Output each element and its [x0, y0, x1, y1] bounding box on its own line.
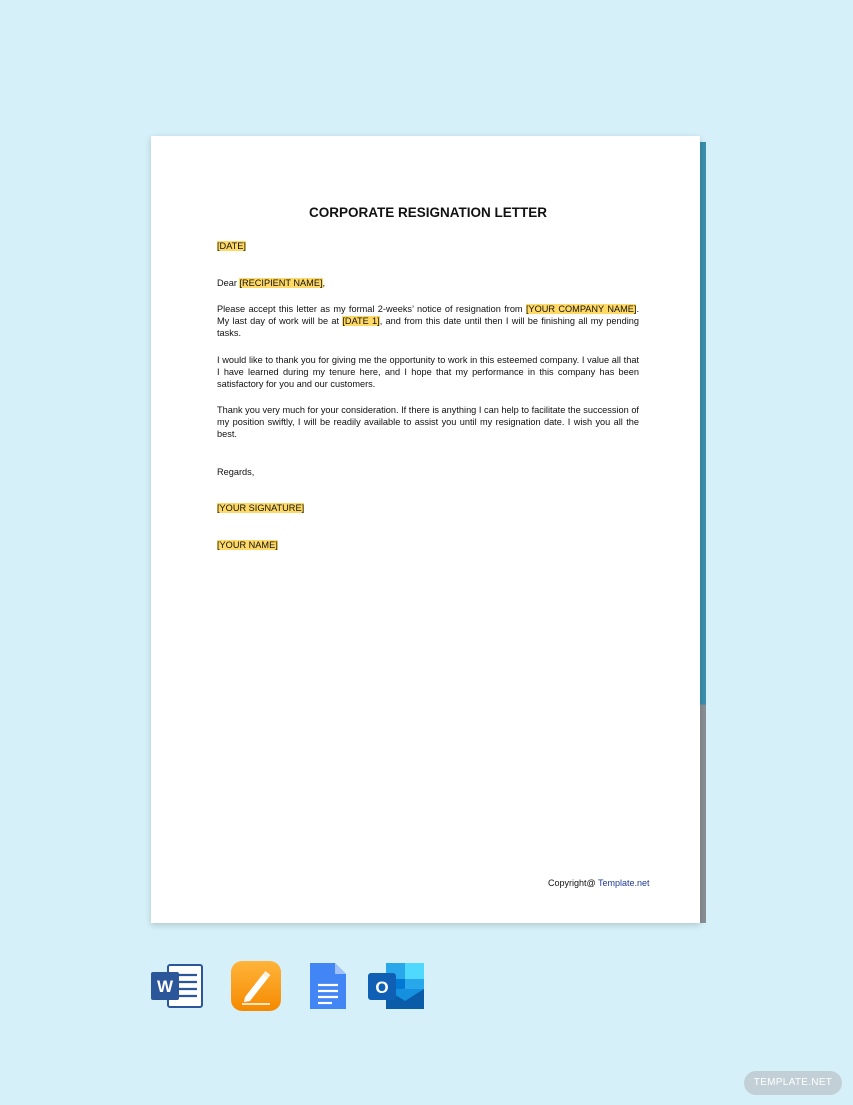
signature-line [217, 502, 639, 514]
outlook-icon[interactable] [366, 961, 426, 1016]
document-preview [151, 136, 706, 923]
copyright-prefix: Copyright@ [548, 878, 598, 888]
document-page [151, 136, 700, 923]
name-line [217, 539, 639, 551]
date1-placeholder: [DATE 1] [342, 316, 380, 327]
recipient-placeholder: [RECIPIENT NAME] [239, 278, 323, 288]
paragraph-2: I would like to thank you for giving me the opportunity to work in this esteemed company. I value all that I have learned during my tenure here, and I hope that my performance in this company has been satisfactory for you and our customers. [217, 355, 639, 390]
paragraph-1-part-b: . My last day of work will be at [217, 304, 639, 327]
company-placeholder: [YOUR COMPANY NAME] [525, 304, 637, 314]
salutation [217, 277, 639, 289]
salutation-suffix: , [322, 278, 326, 288]
paragraph-1 [217, 303, 639, 340]
paragraph-3: Thank you very much for your consideration. If there is anything I can help to facilitate the succession of my position swiftly, I will be readily available to assist you until my resignation date. I wish you all the best. [217, 405, 639, 440]
date-placeholder: [DATE] [217, 241, 246, 251]
word-icon[interactable] [150, 961, 206, 1016]
paragraph-1-part-c: , and from this date until then I will be finishing all my pending tasks. [217, 316, 639, 339]
word-letter: W [156, 977, 174, 996]
paragraph-1-part-a: Please accept this letter as my formal 2-weeks’ notice of resignation from [217, 304, 526, 314]
closing: Regards, [217, 467, 255, 477]
template-net-badge[interactable]: TEMPLATE.NET [744, 1071, 842, 1095]
google-docs-icon[interactable] [308, 961, 348, 1016]
pages-icon[interactable] [231, 961, 281, 1016]
name-placeholder: [YOUR NAME] [217, 540, 278, 550]
copyright [548, 878, 650, 888]
salutation-prefix: Dear [217, 278, 240, 288]
date-line [217, 240, 639, 252]
outlook-letter: O [375, 978, 389, 997]
letter-title: CORPORATE RESIGNATION LETTER [308, 205, 547, 220]
signature-placeholder: [YOUR SIGNATURE] [217, 503, 305, 513]
template-net-link[interactable]: Template.net [598, 878, 650, 888]
